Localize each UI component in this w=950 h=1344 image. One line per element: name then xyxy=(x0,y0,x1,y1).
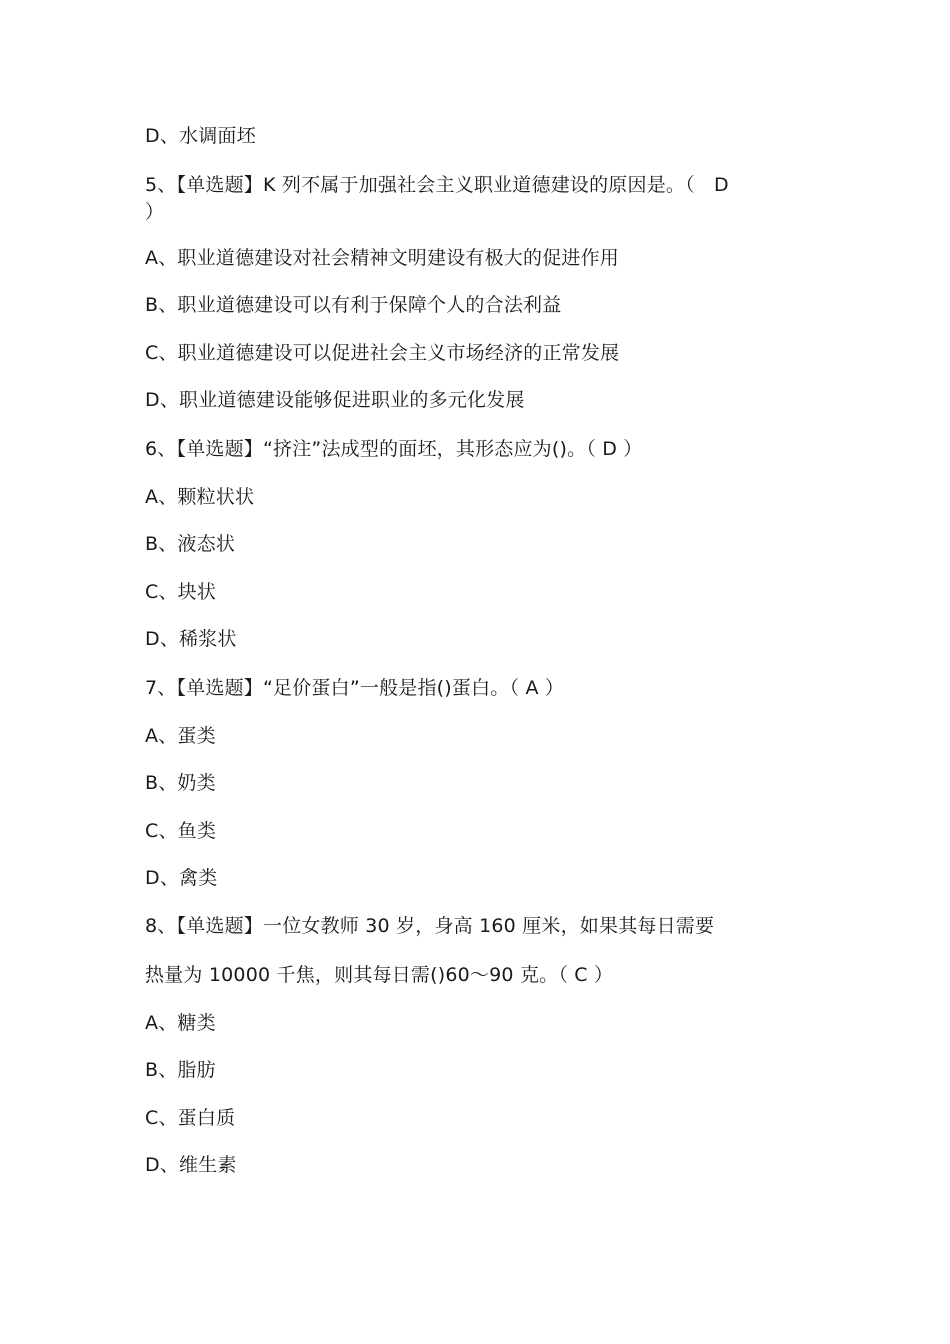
option-d-q6: D、稀浆状 xyxy=(145,628,237,650)
question-7: 7、【单选题】“足价蛋白”一般是指()蛋白。（ A ） xyxy=(145,677,565,699)
option-c-q8: C、蛋白质 xyxy=(145,1107,236,1129)
option-c-q5: C、职业道德建设可以促进社会主义市场经济的正常发展 xyxy=(145,342,620,364)
option-d-q8: D、维生素 xyxy=(145,1154,237,1176)
option-d-q7: D、禽类 xyxy=(145,867,218,889)
option-a-q8: A、糖类 xyxy=(145,1012,216,1034)
option-b-q7: B、奶类 xyxy=(145,772,216,794)
option-b-q6: B、液态状 xyxy=(145,533,236,555)
question-8: 8、【单选题】一位女教师 30 岁，身高 160 厘米，如果其每日需要 xyxy=(145,915,715,937)
option-b-q8: B、脂肪 xyxy=(145,1059,216,1081)
option-c-q7: C、鱼类 xyxy=(145,820,217,842)
option-d-q4: D、水调面坯 xyxy=(145,125,256,147)
option-a-q6: A、颗粒状状 xyxy=(145,486,255,508)
question-5-close: ） xyxy=(145,201,165,223)
question-8-cont: 热量为 10000 千焦，则其每日需()60～90 克。（ C ） xyxy=(145,964,614,986)
option-d-q5: D、职业道德建设能够促进职业的多元化发展 xyxy=(145,389,525,411)
option-c-q6: C、块状 xyxy=(145,581,217,603)
option-b-q5: B、职业道德建设可以有利于保障个人的合法利益 xyxy=(145,294,562,316)
question-5: 5、【单选题】K 列不属于加强社会主义职业道德建设的原因是。（ D xyxy=(145,174,729,196)
option-a-q5: A、职业道德建设对社会精神文明建设有极大的促进作用 xyxy=(145,247,619,269)
option-a-q7: A、蛋类 xyxy=(145,725,216,747)
question-6: 6、【单选题】“挤注”法成型的面坯，其形态应为()。（ D ） xyxy=(145,438,643,460)
